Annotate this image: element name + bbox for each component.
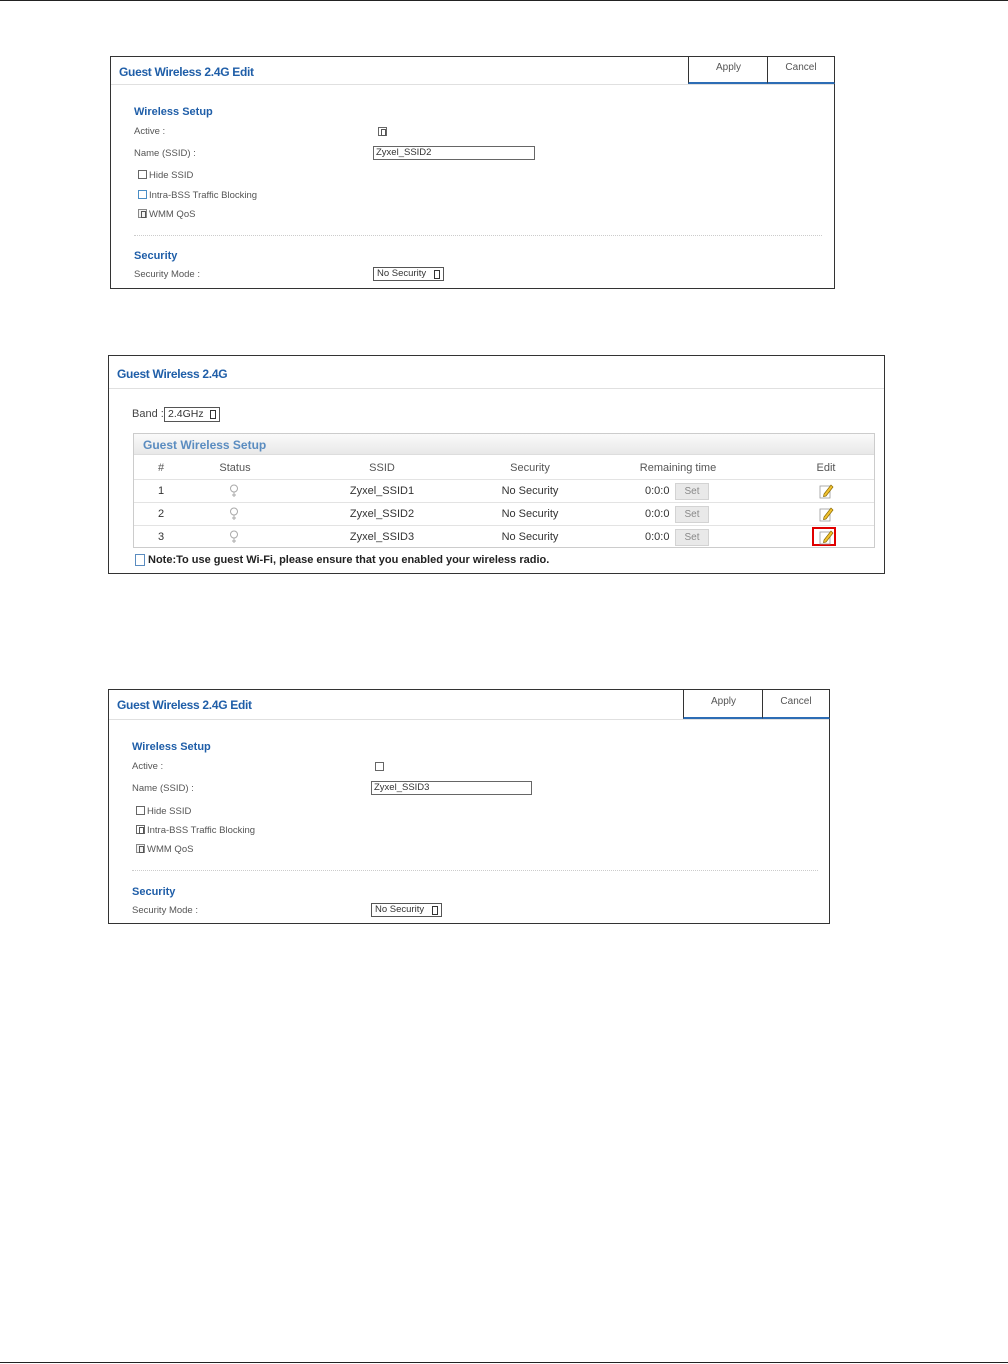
table-row — [134, 525, 874, 549]
apply-button[interactable]: Apply — [683, 689, 764, 719]
guest-wireless-edit-panel-1 — [110, 56, 835, 289]
cancel-button[interactable]: Cancel — [767, 56, 835, 84]
col-header-security: Security — [510, 462, 550, 474]
intra-bss-label: Intra-BSS Traffic Blocking — [149, 190, 258, 201]
security-mode-label: Security Mode : — [134, 269, 200, 280]
col-header-num: # — [157, 462, 165, 474]
wmm-qos-label: WMM QoS — [147, 844, 194, 855]
row-ssid: Zyxel_SSID1 — [349, 485, 415, 497]
table-title: Guest Wireless Setup — [143, 438, 267, 452]
dropdown-arrow-icon — [432, 906, 438, 915]
intra-bss-label: Intra-BSS Traffic Blocking — [147, 825, 256, 836]
wmm-qos-label: WMM QoS — [149, 209, 196, 220]
ssid-name-input[interactable]: Zyxel_SSID3 — [371, 781, 532, 795]
col-header-remaining-time: Remaining time — [639, 462, 717, 474]
row-remaining-time: 0:0:0 — [645, 485, 670, 497]
guest-wireless-panel — [108, 355, 885, 574]
ssid-name-input[interactable]: Zyxel_SSID2 — [373, 146, 535, 160]
wmm-qos-checkbox[interactable] — [136, 844, 145, 853]
panel-title: Guest Wireless 2.4G — [117, 367, 228, 381]
name-ssid-label: Name (SSID) : — [134, 148, 196, 159]
row-ssid: Zyxel_SSID3 — [349, 531, 415, 543]
row-number: 2 — [157, 508, 165, 520]
wireless-setup-heading: Wireless Setup — [132, 741, 211, 753]
table-row — [134, 479, 874, 503]
table-row — [134, 502, 874, 526]
header-divider — [109, 719, 829, 720]
row-security: No Security — [501, 485, 559, 497]
set-time-button[interactable]: Set — [675, 483, 709, 500]
dropdown-arrow-icon — [434, 270, 440, 279]
row-security: No Security — [501, 508, 559, 520]
intra-bss-checkbox[interactable] — [138, 190, 147, 199]
row-security: No Security — [501, 531, 559, 543]
set-time-button[interactable]: Set — [675, 529, 709, 546]
row-remaining-time: 0:0:0 — [645, 531, 670, 543]
band-select[interactable] — [164, 407, 220, 422]
edit-pencil-icon[interactable] — [818, 529, 834, 545]
table-header-bar — [134, 434, 874, 455]
active-label: Active : — [134, 126, 166, 137]
security-mode-select[interactable] — [371, 903, 442, 917]
col-header-edit: Edit — [816, 462, 836, 474]
section-divider — [132, 870, 818, 871]
set-time-button[interactable]: Set — [675, 506, 709, 523]
security-mode-value: No Security — [377, 268, 427, 279]
security-mode-select[interactable] — [373, 267, 444, 281]
status-bulb-icon — [229, 484, 239, 498]
security-mode-value: No Security — [375, 904, 425, 915]
section-divider — [134, 235, 822, 236]
header-divider — [111, 84, 834, 85]
note-text: Note:To use guest Wi-Fi, please ensure that you enabled your wireless radio. — [148, 554, 550, 566]
band-label: Band : — [132, 408, 164, 420]
guest-wireless-edit-panel-2 — [108, 689, 830, 924]
hide-ssid-checkbox[interactable] — [136, 806, 145, 815]
apply-button[interactable]: Apply — [688, 56, 769, 84]
hide-ssid-label: Hide SSID — [147, 806, 192, 817]
panel-title: Guest Wireless 2.4G Edit — [117, 698, 252, 712]
row-ssid: Zyxel_SSID2 — [349, 508, 415, 520]
wmm-qos-checkbox[interactable] — [138, 209, 147, 218]
page-bottom-rule — [0, 1362, 1008, 1363]
cancel-button[interactable]: Cancel — [762, 689, 830, 719]
dropdown-arrow-icon — [210, 410, 216, 419]
security-mode-label: Security Mode : — [132, 905, 198, 916]
band-value: 2.4GHz — [168, 408, 204, 420]
guest-wireless-setup-table — [133, 433, 875, 548]
status-bulb-icon — [229, 507, 239, 521]
security-heading: Security — [134, 250, 178, 262]
intra-bss-checkbox[interactable] — [136, 825, 145, 834]
row-remaining-time: 0:0:0 — [645, 508, 670, 520]
status-bulb-icon — [229, 530, 239, 544]
edit-pencil-icon[interactable] — [818, 483, 834, 499]
edit-pencil-icon[interactable] — [818, 506, 834, 522]
hide-ssid-label: Hide SSID — [149, 170, 194, 181]
panel-title: Guest Wireless 2.4G Edit — [119, 65, 254, 79]
security-heading: Security — [132, 886, 176, 898]
name-ssid-label: Name (SSID) : — [132, 783, 194, 794]
col-header-ssid: SSID — [369, 462, 395, 474]
header-divider — [109, 388, 884, 389]
note-page-icon — [135, 554, 145, 566]
active-checkbox[interactable] — [375, 762, 384, 771]
hide-ssid-checkbox[interactable] — [138, 170, 147, 179]
wireless-setup-heading: Wireless Setup — [134, 106, 213, 118]
row-number: 3 — [157, 531, 165, 543]
col-header-status: Status — [219, 462, 251, 474]
active-label: Active : — [132, 761, 164, 772]
page-top-rule — [0, 0, 1008, 1]
row-number: 1 — [157, 485, 165, 497]
active-checkbox[interactable] — [378, 127, 387, 136]
